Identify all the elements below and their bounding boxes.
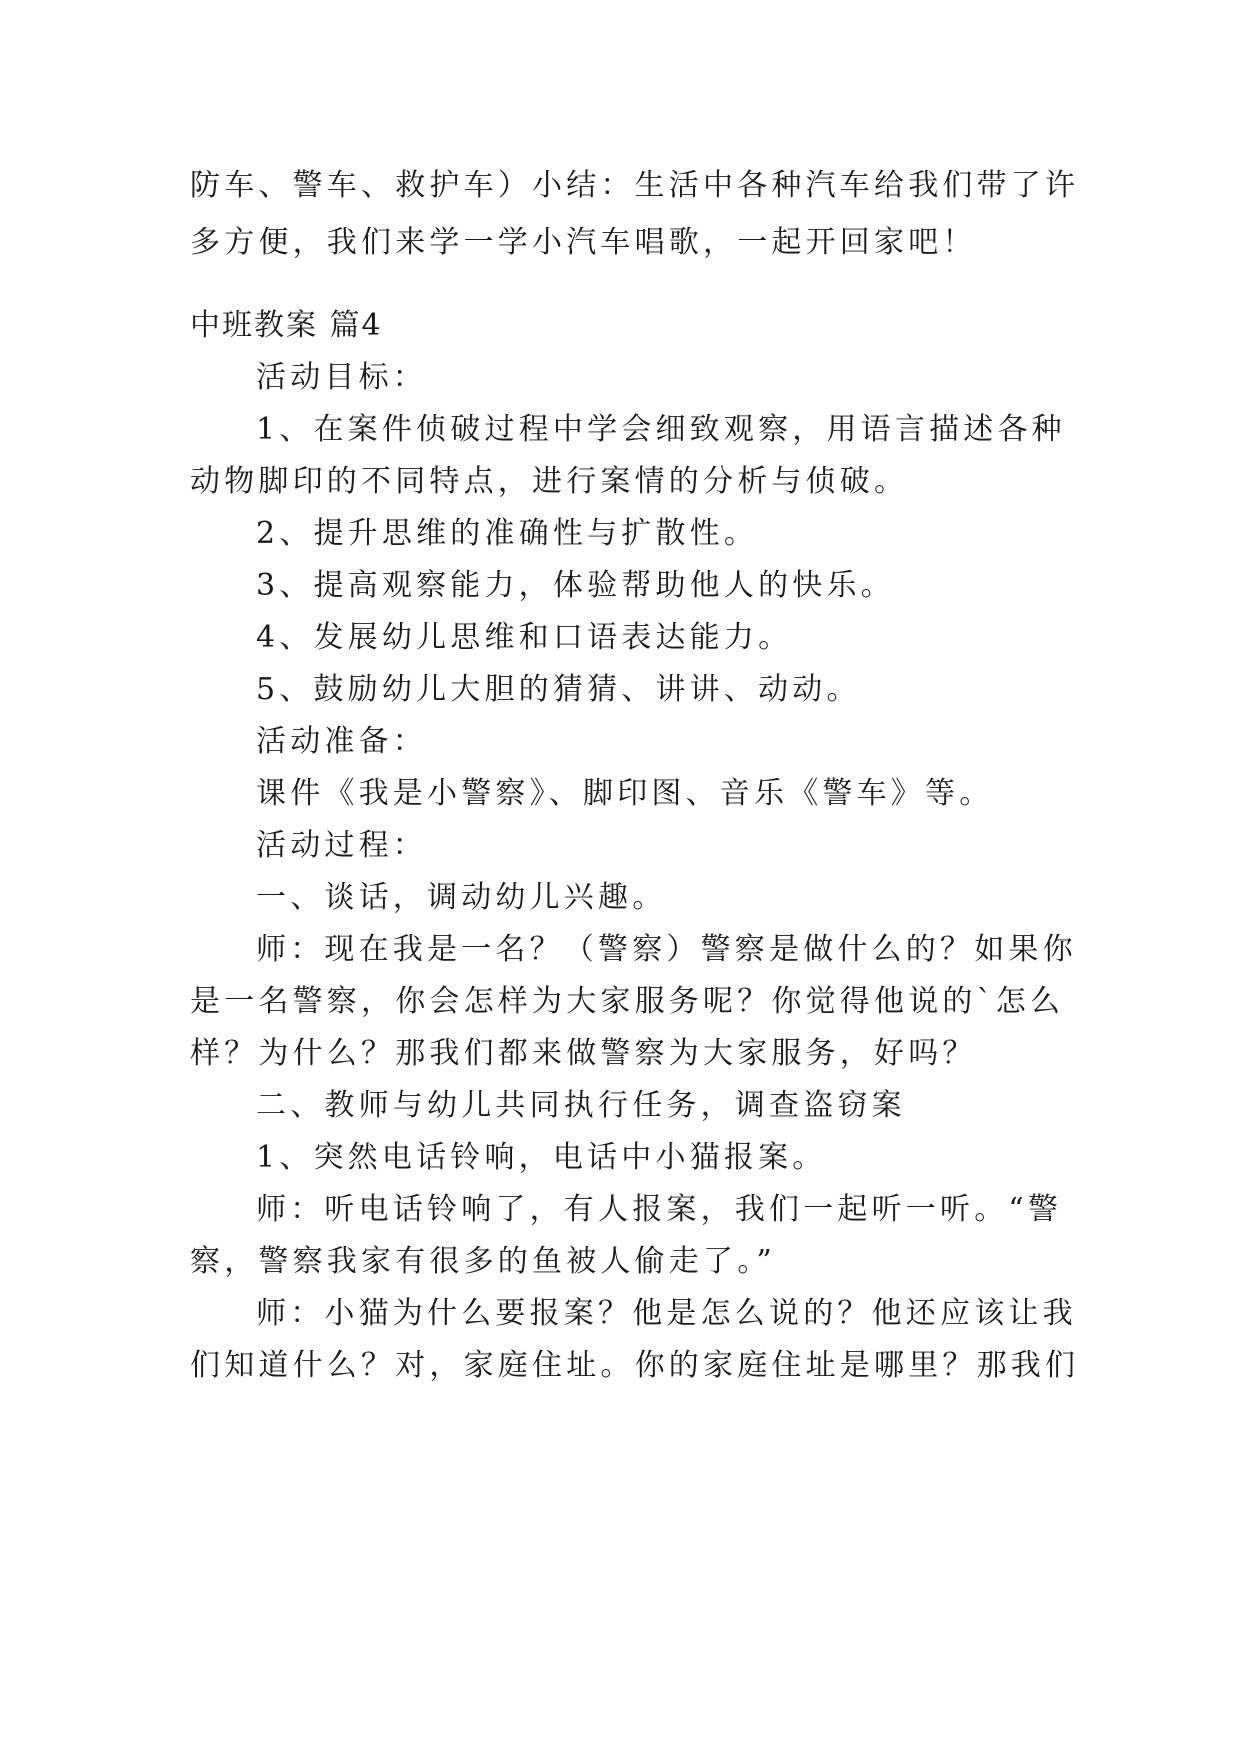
text-line: 防车、警车、救护车）小结：生活中各种汽车给我们带了许 bbox=[190, 168, 1080, 203]
text-line: 动物脚印的不同特点，进行案情的分析与侦破。 bbox=[190, 464, 909, 499]
text-line: 是一名警察，你会怎样为大家服务呢？你觉得他说的`怎么 bbox=[190, 984, 1065, 1019]
text-line: 5、鼓励幼儿大胆的猜猜、讲讲、动动。 bbox=[256, 672, 861, 707]
text-line: 2、提升思维的准确性与扩散性。 bbox=[256, 516, 759, 551]
section-heading: 中班教案 篇4 bbox=[190, 308, 383, 343]
text-line: 二、教师与幼儿共同执行任务，调查盗窃案 bbox=[256, 1088, 906, 1123]
text-line: 们知道什么？对，家庭住址。你的家庭住址是哪里？那我们 bbox=[190, 1348, 1080, 1383]
text-line: 课件《我是小警察》、脚印图、音乐《警车》等。 bbox=[256, 776, 994, 811]
text-line: 师：现在我是一名？（警察）警察是做什么的？如果你 bbox=[256, 932, 1077, 967]
text-line: 一、谈话，调动幼儿兴趣。 bbox=[256, 880, 667, 915]
text-line: 师：小猫为什么要报案？他是怎么说的？他还应该让我 bbox=[256, 1296, 1077, 1331]
text-line: 1、在案件侦破过程中学会细致观察，用语言描述各种 bbox=[256, 412, 1066, 447]
text-line: 多方便，我们来学一学小汽车唱歌，一起开回家吧！ bbox=[190, 225, 977, 260]
text-line: 1、突然电话铃响，电话中小猫报案。 bbox=[256, 1140, 827, 1175]
text-line: 师：听电话铃响了，有人报案，我们一起听一听。“警 bbox=[256, 1192, 1063, 1227]
text-line: 察，警察我家有很多的鱼被人偷走了。” bbox=[190, 1244, 776, 1279]
text-line: 活动准备： bbox=[256, 724, 427, 759]
text-line: 活动目标： bbox=[256, 360, 427, 395]
text-line: 3、提高观察能力，体验帮助他人的快乐。 bbox=[256, 568, 895, 603]
text-line: 活动过程： bbox=[256, 828, 427, 863]
text-line: 4、发展幼儿思维和口语表达能力。 bbox=[256, 620, 793, 655]
text-line: 样？为什么？那我们都来做警察为大家服务，好吗？ bbox=[190, 1036, 977, 1071]
